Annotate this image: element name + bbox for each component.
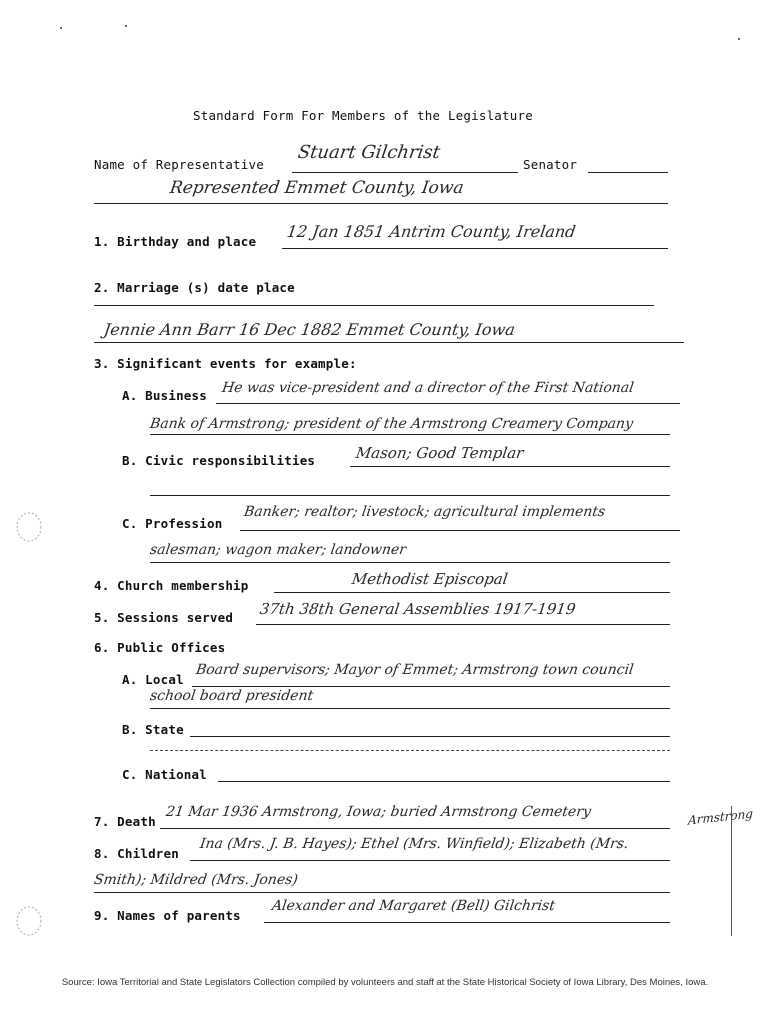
death-margin-note: Armstrong bbox=[687, 806, 754, 828]
local-value-2: school board president bbox=[148, 688, 315, 704]
national-line bbox=[218, 781, 670, 782]
profession-label: C. Profession bbox=[122, 516, 223, 531]
children-label: 8. Children bbox=[94, 846, 179, 861]
marriage-line-1 bbox=[94, 305, 654, 306]
state-label: B. State bbox=[122, 722, 184, 737]
profession-value-1: Banker; realtor; livestock; agricultural implements bbox=[242, 504, 607, 520]
hole-punch-mark bbox=[14, 904, 44, 938]
civic-label: B. Civic responsibilities bbox=[122, 453, 316, 468]
state-line-2 bbox=[150, 750, 670, 751]
parents-label: 9. Names of parents bbox=[94, 908, 241, 923]
national-label: C. National bbox=[122, 767, 207, 782]
marriage-value: Jennie Ann Barr 16 Dec 1882 Emmet County, Iowa bbox=[102, 320, 517, 339]
name-value: Stuart Gilchrist bbox=[296, 142, 442, 163]
local-line-2 bbox=[150, 708, 670, 709]
offices-label: 6. Public Offices bbox=[94, 640, 226, 655]
civic-value: Mason; Good Templar bbox=[354, 444, 525, 462]
state-line bbox=[190, 736, 670, 737]
birthday-value: 12 Jan 1851 Antrim County, Ireland bbox=[285, 222, 577, 241]
sessions-value: 37th 38th General Assemblies 1917-1919 bbox=[258, 600, 577, 618]
represented-line bbox=[94, 203, 668, 204]
senator-label: Senator bbox=[523, 157, 578, 172]
business-value-2: Bank of Armstrong; president of the Armstrong Creamery Company bbox=[148, 416, 635, 432]
sessions-label: 5. Sessions served bbox=[94, 610, 234, 625]
form-title: Standard Form For Members of the Legislature bbox=[193, 108, 533, 123]
sessions-line bbox=[256, 624, 670, 625]
scan-speck bbox=[60, 27, 62, 29]
local-line-1 bbox=[192, 686, 670, 687]
profession-line-1 bbox=[240, 530, 680, 531]
marriage-label: 2. Marriage (s) date place bbox=[94, 280, 295, 295]
church-value: Methodist Episcopal bbox=[350, 570, 509, 588]
name-line bbox=[292, 172, 518, 173]
hole-punch-mark bbox=[14, 510, 44, 544]
margin-rule bbox=[731, 806, 732, 936]
profession-line-2 bbox=[150, 562, 670, 563]
children-line-2 bbox=[94, 892, 670, 893]
children-value-2: Smith); Mildred (Mrs. Jones) bbox=[92, 872, 299, 888]
local-label: A. Local bbox=[122, 672, 184, 687]
local-value-1: Board supervisors; Mayor of Emmet; Armstrong town council bbox=[194, 662, 635, 678]
church-line bbox=[274, 592, 670, 593]
business-label: A. Business bbox=[122, 388, 207, 403]
death-line bbox=[160, 828, 670, 829]
death-value: 21 Mar 1936 Armstrong, Iowa; buried Armstrong Cemetery bbox=[164, 804, 592, 820]
business-value-1: He was vice-president and a director of the First National bbox=[220, 380, 635, 396]
birthday-label: 1. Birthday and place bbox=[94, 234, 257, 249]
business-line-2 bbox=[150, 434, 670, 435]
civic-line bbox=[350, 466, 670, 467]
children-value-1: Ina (Mrs. J. B. Hayes); Ethel (Mrs. Winfield); Elizabeth (Mrs. bbox=[198, 836, 630, 852]
source-footer: Source: Iowa Territorial and State Legislators Collection compiled by volunteers and staff at the State Historical Society of Iowa Library, Des Moines, Iowa. bbox=[61, 977, 709, 988]
profession-value-2: salesman; wagon maker; landowner bbox=[148, 542, 408, 558]
represented-value: Represented Emmet County, Iowa bbox=[168, 178, 465, 198]
marriage-line-2 bbox=[94, 342, 684, 343]
scan-speck bbox=[738, 38, 740, 40]
death-label: 7. Death bbox=[94, 814, 156, 829]
birthday-line bbox=[282, 248, 668, 249]
parents-line bbox=[264, 922, 670, 923]
name-label: Name of Representative bbox=[94, 157, 264, 172]
church-label: 4. Church membership bbox=[94, 578, 249, 593]
children-line-1 bbox=[190, 860, 670, 861]
senator-line bbox=[588, 172, 668, 173]
parents-value: Alexander and Margaret (Bell) Gilchrist bbox=[270, 898, 557, 914]
events-label: 3. Significant events for example: bbox=[94, 356, 357, 371]
civic-line-2 bbox=[150, 495, 670, 496]
scan-speck bbox=[125, 25, 127, 27]
business-line-1 bbox=[216, 403, 680, 404]
